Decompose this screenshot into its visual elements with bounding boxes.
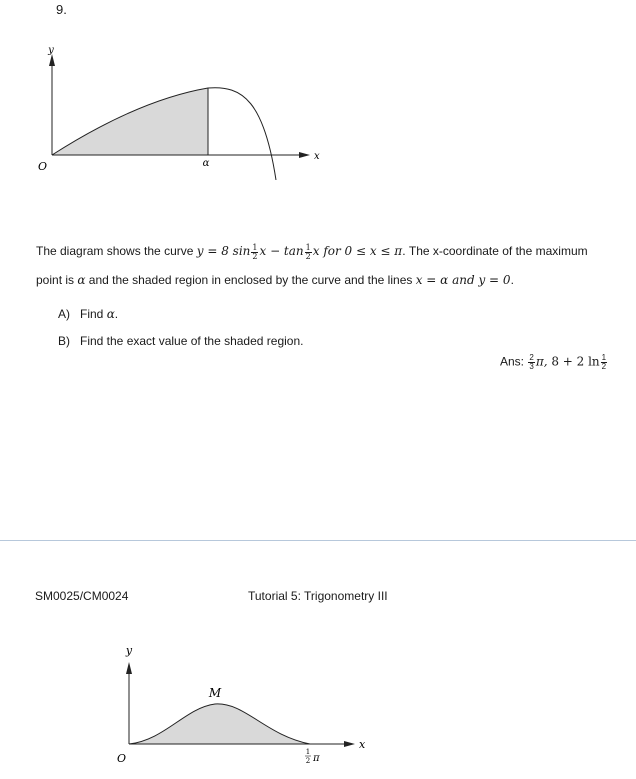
part-a-text: Find: [80, 307, 107, 321]
origin-label: O: [38, 160, 48, 173]
half-fraction-1: [251, 244, 258, 261]
x-axis-arrow: [299, 152, 310, 158]
text-p1-after: . The x-coordinate of the maximum: [402, 244, 588, 258]
eq-mid: x − tan: [259, 244, 304, 258]
origin-label-2: O: [117, 752, 127, 765]
answer-frac-1: [528, 354, 534, 371]
part-a-letter: A): [58, 307, 70, 321]
answer-label: Ans:: [500, 354, 528, 369]
answer-frac1-den: 3: [529, 362, 534, 371]
half-den-2: 2: [305, 251, 311, 261]
curve-diagram-2: [105, 640, 375, 779]
text-p1-start: The diagram shows the curve: [36, 244, 197, 258]
half-pi-den: 2: [305, 757, 311, 765]
x-axis-label: x: [314, 151, 320, 162]
part-b-letter: B): [58, 334, 70, 348]
eq-lhs: y = 8 sin: [196, 244, 251, 258]
part-b: [58, 328, 303, 355]
question-line-2: [36, 266, 616, 295]
question-parts: [58, 301, 303, 355]
answer-frac2-den: 2: [601, 362, 607, 371]
half-pi-symbol: π: [313, 753, 320, 764]
answer-frac2-num: 1: [601, 353, 607, 362]
half-num-2: 1: [305, 242, 311, 252]
part-a-post: .: [114, 307, 119, 321]
part-b-text: Find the exact value of the shaded region.: [80, 334, 304, 348]
y-axis-arrow-2: [126, 662, 132, 674]
text-p2-start: point is: [36, 273, 78, 287]
part-a-math: α: [106, 307, 115, 321]
course-code: SM0025/CM0024: [35, 589, 129, 603]
half-pi-num: 1: [305, 748, 311, 756]
y-axis-label-2: y: [125, 644, 133, 657]
y-axis-label: y: [48, 45, 54, 56]
page-break: [0, 540, 636, 541]
half-num-1: 1: [252, 242, 258, 252]
answer-frac1-num: 2: [529, 353, 534, 362]
question-number: 9.: [56, 2, 67, 17]
question-text: [36, 237, 616, 295]
max-label: M: [208, 686, 222, 700]
answer-frac-2: [601, 354, 607, 371]
text-p2-lines: x = α and y = 0: [415, 273, 511, 287]
curve-equation: [196, 242, 403, 261]
curve-diagram-1: [28, 40, 328, 180]
text-p2-alpha: α: [77, 273, 86, 287]
half-fraction-2: [305, 244, 312, 261]
eq-end: x for 0 ≤ x ≤ π: [312, 244, 403, 258]
shaded-region: [52, 88, 208, 155]
half-den-1: 2: [252, 251, 258, 261]
alpha-label: α: [202, 158, 210, 169]
shaded-region-2: [129, 704, 310, 744]
text-p2-end: .: [510, 273, 514, 287]
text-p2-mid: and the shaded region in enclosed by the curve and the lines: [85, 273, 416, 287]
x-axis-arrow-2: [344, 741, 355, 747]
question-line-1: [36, 237, 616, 266]
answer: [500, 354, 608, 371]
answer-pi: π,: [535, 354, 552, 369]
tutorial-title: Tutorial 5: Trigonometry III: [248, 589, 388, 603]
x-axis-label-2: x: [359, 738, 366, 751]
part-a: [58, 301, 303, 328]
answer-expr: 8 + 2 ln: [551, 354, 600, 369]
